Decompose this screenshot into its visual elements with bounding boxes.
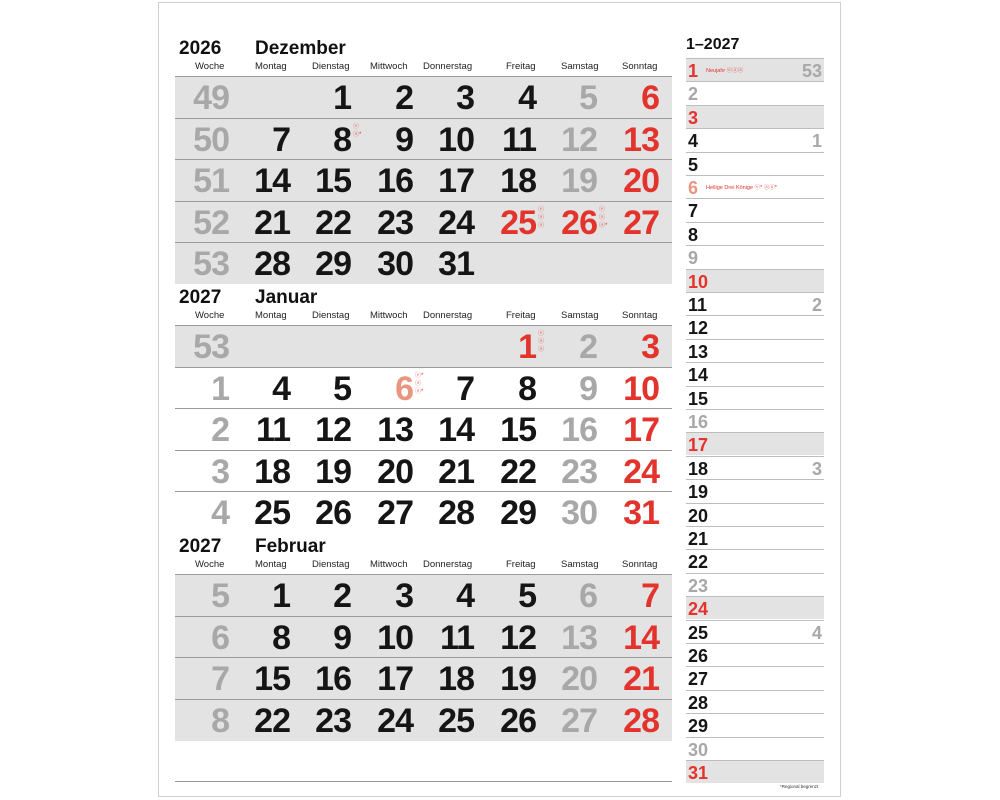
day-strip-day: 16: [688, 412, 709, 432]
week-row: [175, 325, 672, 367]
day-cell: 13: [623, 120, 659, 159]
holiday-marker: ⓔ ⓐ ⓐ: [538, 331, 545, 353]
day-cell: 22: [315, 203, 351, 242]
week-row: [175, 616, 672, 658]
day-strip-day: 21: [688, 529, 709, 549]
day-cell: 8: [518, 369, 536, 408]
week-row: [175, 76, 672, 118]
day-cell: 4: [518, 79, 536, 117]
week-row: [175, 118, 672, 160]
weekday-label: Sonntag: [622, 61, 658, 72]
day-strip-row: [686, 81, 824, 104]
day-strip-row: [686, 222, 824, 245]
day-cell: 26: [315, 494, 351, 532]
week-number: 51: [193, 162, 229, 200]
week-number: 6: [211, 618, 229, 657]
day-cell: 10: [377, 618, 413, 657]
day-cell: 9: [333, 618, 351, 657]
day-strip-week: 53: [801, 61, 822, 81]
day-strip-row: [686, 152, 824, 175]
weekday-label: Samstag: [561, 310, 599, 321]
day-strip-row: [686, 245, 824, 268]
day-strip-day: 29: [688, 716, 709, 737]
day-cell: 25: [438, 701, 474, 740]
day-cell: 29: [500, 494, 536, 532]
weekday-label: Sonntag: [622, 559, 658, 570]
day-strip-day: 5: [688, 154, 699, 175]
day-cell: 31: [438, 245, 474, 283]
day-strip-day: 19: [688, 482, 709, 503]
day-cell: 28: [438, 494, 474, 532]
day-strip-week: 3: [811, 458, 822, 479]
day-cell: 1: [518, 328, 536, 366]
day-cell: 23: [377, 203, 413, 242]
day-strip-day: 12: [688, 318, 709, 339]
day-cell: 13: [561, 618, 597, 657]
footnote: *Regional begrenzt: [780, 784, 819, 789]
day-cell: 8: [333, 120, 351, 159]
day-cell: 7: [456, 369, 474, 408]
day-cell: 7: [272, 120, 290, 159]
week-number: 52: [193, 203, 229, 242]
day-cell: 17: [377, 660, 413, 698]
day-cell: 15: [254, 660, 290, 698]
day-cell: 30: [561, 494, 597, 532]
day-strip-row: [686, 760, 824, 783]
day-cell: 28: [254, 245, 290, 283]
week-number: 53: [193, 245, 229, 283]
month-name: Dezember: [255, 38, 346, 59]
day-cell: 23: [561, 452, 597, 491]
day-cell: 24: [377, 701, 413, 740]
day-cell: 24: [438, 203, 474, 242]
day-cell: 11: [256, 411, 290, 449]
day-cell: 5: [518, 577, 536, 615]
day-cell: 27: [561, 701, 597, 740]
holiday-marker: ⓔ ⓐ*: [353, 123, 362, 138]
weekday-label: Samstag: [561, 61, 599, 72]
day-cell: 16: [561, 411, 597, 449]
month-year: 2027: [179, 287, 222, 308]
day-strip-row: [686, 690, 824, 713]
day-cell: 21: [623, 660, 659, 698]
week-number: 7: [211, 660, 229, 698]
day-cell: 11: [440, 618, 474, 657]
day-cell: 12: [561, 120, 597, 159]
day-cell: 13: [377, 411, 413, 449]
day-strip-day: 24: [688, 599, 709, 620]
day-strip-row: [686, 105, 824, 128]
day-strip-title: 1–2027: [686, 36, 740, 53]
week-row: [175, 699, 672, 741]
weekday-label: Montag: [255, 310, 287, 321]
day-strip-day: 22: [688, 552, 709, 573]
day-cell: 1: [333, 79, 351, 117]
day-cell: 30: [377, 245, 413, 283]
weekday-label: Donnerstag: [423, 61, 473, 72]
month-header: [175, 536, 672, 574]
day-strip-row: [686, 643, 824, 666]
day-strip-row: [686, 292, 824, 315]
weekday-label: Donnerstag: [423, 559, 473, 570]
week-number: 53: [193, 328, 229, 366]
day-cell: 14: [254, 162, 290, 200]
weekday-label: Woche: [195, 61, 225, 72]
weekday-label: Montag: [255, 61, 287, 72]
month-name: Januar: [255, 287, 318, 308]
week-number: 1: [211, 369, 229, 408]
weekday-label: Freitag: [506, 559, 536, 570]
day-cell: 20: [623, 162, 659, 200]
day-strip-day: 25: [688, 622, 709, 643]
weekday-label: Donnerstag: [423, 310, 473, 321]
day-strip-day: 3: [688, 107, 699, 128]
day-cell: 20: [377, 452, 413, 491]
day-strip-row: [686, 620, 824, 643]
day-cell: 19: [500, 660, 536, 698]
day-strip-row: [686, 269, 824, 292]
day-strip-day: 15: [688, 388, 709, 409]
day-strip-row: [686, 479, 824, 502]
day-strip-day: 9: [688, 248, 699, 269]
weekday-label: Dienstag: [312, 310, 350, 321]
week-row: [175, 491, 672, 533]
day-cell: 24: [623, 452, 659, 491]
day-strip-day: 1: [688, 61, 699, 81]
day-cell: 26: [561, 203, 597, 242]
day-strip-row: [686, 526, 824, 549]
day-cell: 26: [500, 701, 536, 740]
week-number: 50: [193, 120, 229, 159]
day-cell: 9: [579, 369, 597, 408]
week-number: 4: [211, 494, 229, 532]
day-cell: 16: [315, 660, 351, 698]
holiday-marker: ⓔ ⓐ ⓐ: [538, 206, 545, 229]
day-cell: 20: [561, 660, 597, 698]
day-cell: 4: [272, 369, 290, 408]
week-row: [175, 367, 672, 409]
week-number: 5: [211, 577, 229, 615]
weekday-label: Montag: [255, 559, 287, 570]
month-header: [175, 38, 672, 76]
weekday-label: Freitag: [506, 310, 536, 321]
weekday-label: Dienstag: [312, 559, 350, 570]
day-cell: 15: [500, 411, 536, 449]
day-cell: 10: [623, 369, 659, 408]
weekday-label: Mittwoch: [370, 61, 408, 72]
day-cell: 25: [254, 494, 290, 532]
day-cell: 3: [395, 577, 413, 615]
day-cell: 2: [333, 577, 351, 615]
week-number: 3: [211, 452, 229, 491]
weekday-label: Woche: [195, 310, 225, 321]
day-strip-day: 4: [688, 131, 699, 152]
day-cell: 19: [315, 452, 351, 491]
week-row: [175, 657, 672, 699]
day-cell: 17: [623, 411, 659, 449]
day-cell: 8: [272, 618, 290, 657]
day-strip-row: [686, 128, 824, 151]
day-cell: 22: [254, 701, 290, 740]
day-strip-day: 31: [688, 763, 709, 783]
day-strip-week: 1: [811, 131, 822, 152]
day-cell: 12: [315, 411, 351, 449]
weekday-label: Mittwoch: [370, 559, 408, 570]
week-row: [175, 242, 672, 284]
day-strip-row: [686, 666, 824, 689]
day-cell: 19: [561, 162, 597, 200]
day-strip-day: 13: [688, 341, 709, 362]
day-strip-day: 27: [688, 669, 709, 690]
day-strip-day: 30: [688, 739, 709, 760]
day-strip-row: [686, 432, 824, 455]
day-cell: 17: [438, 162, 474, 200]
day-strip-day: 26: [688, 646, 709, 666]
day-cell: 4: [456, 577, 474, 615]
day-strip-week: 4: [811, 622, 822, 643]
month-name: Februar: [255, 536, 326, 557]
week-number: 8: [211, 701, 229, 740]
day-cell: 18: [254, 452, 290, 491]
month-year: 2027: [179, 536, 222, 557]
day-strip-day: 14: [688, 365, 709, 386]
day-cell: 10: [438, 120, 474, 159]
day-strip-row: [686, 456, 824, 479]
week-row: [175, 159, 672, 201]
day-strip-day: 8: [688, 224, 699, 245]
holiday-marker: ⓔ* ⓐ ⓐ*: [415, 372, 424, 395]
day-strip-day: 2: [688, 84, 699, 105]
day-strip-row: [686, 362, 824, 385]
day-strip-row: [686, 315, 824, 338]
day-cell: 12: [500, 618, 536, 657]
week-number: 49: [193, 79, 229, 117]
day-cell: 15: [315, 162, 351, 200]
day-cell: 3: [641, 328, 659, 366]
day-strip-row: [686, 596, 824, 619]
day-cell: 31: [623, 494, 659, 532]
day-cell: 27: [377, 494, 413, 532]
day-cell: 5: [579, 79, 597, 117]
day-strip-row: [686, 386, 824, 409]
day-cell: 14: [623, 618, 659, 657]
day-strip-row: [686, 573, 824, 596]
day-cell: 25: [500, 203, 536, 242]
day-strip-row: [686, 58, 824, 81]
weekday-label: Dienstag: [312, 61, 350, 72]
day-strip-week: 2: [811, 295, 822, 315]
day-strip-day: 23: [688, 575, 709, 596]
day-strip-day: 7: [688, 201, 699, 222]
day-strip-row: [686, 198, 824, 221]
day-strip-row: [686, 409, 824, 432]
day-strip-day: 6: [688, 178, 699, 198]
day-cell: 28: [623, 701, 659, 740]
day-cell: 6: [641, 79, 659, 117]
day-cell: 1: [272, 577, 290, 615]
day-cell: 9: [395, 120, 413, 159]
holiday-note: Neujahr ⓔⓐⓐ: [706, 68, 744, 74]
holiday-marker: ⓔ ⓐ ⓐ*: [599, 206, 608, 229]
day-strip-day: 28: [688, 692, 709, 713]
day-cell: 18: [500, 162, 536, 200]
week-row: [175, 201, 672, 243]
day-cell: 18: [438, 660, 474, 698]
holiday-note: Heilige Drei Könige ⓔ* ⓐⓐ*: [706, 185, 777, 191]
day-cell: 22: [500, 452, 536, 491]
day-cell: 21: [438, 452, 474, 491]
day-strip-day: 20: [688, 505, 709, 526]
day-strip-row: [686, 339, 824, 362]
day-cell: 21: [254, 203, 290, 242]
weekday-label: Freitag: [506, 61, 536, 72]
day-strip-row: [686, 549, 824, 572]
day-strip-day: 11: [688, 295, 708, 315]
day-strip-day: 17: [688, 435, 709, 456]
month-header: [175, 287, 672, 325]
day-strip-row: [686, 713, 824, 736]
day-strip-day: 10: [688, 271, 709, 292]
day-cell: 23: [315, 701, 351, 740]
week-row: [175, 574, 672, 616]
day-cell: 2: [395, 79, 413, 117]
month-year: 2026: [179, 38, 222, 59]
day-cell: 14: [438, 411, 474, 449]
weekday-label: Mittwoch: [370, 310, 408, 321]
grid-bottom-line: [175, 781, 672, 782]
day-cell: 29: [315, 245, 351, 283]
day-cell: 5: [333, 369, 351, 408]
week-number: 2: [211, 411, 229, 449]
week-row: [175, 408, 672, 450]
day-strip-day: 18: [688, 458, 709, 479]
weekday-label: Samstag: [561, 559, 599, 570]
day-strip-row: [686, 175, 824, 198]
day-cell: 6: [579, 577, 597, 615]
day-strip-row: [686, 503, 824, 526]
day-cell: 11: [502, 120, 536, 159]
weekday-label: Woche: [195, 559, 225, 570]
weekday-label: Sonntag: [622, 310, 658, 321]
day-cell: 27: [623, 203, 659, 242]
day-cell: 7: [641, 577, 659, 615]
week-row: [175, 450, 672, 492]
day-strip-row: [686, 737, 824, 760]
day-cell: 16: [377, 162, 413, 200]
day-cell: 6: [395, 369, 413, 408]
day-cell: 3: [456, 79, 474, 117]
day-cell: 2: [579, 328, 597, 366]
